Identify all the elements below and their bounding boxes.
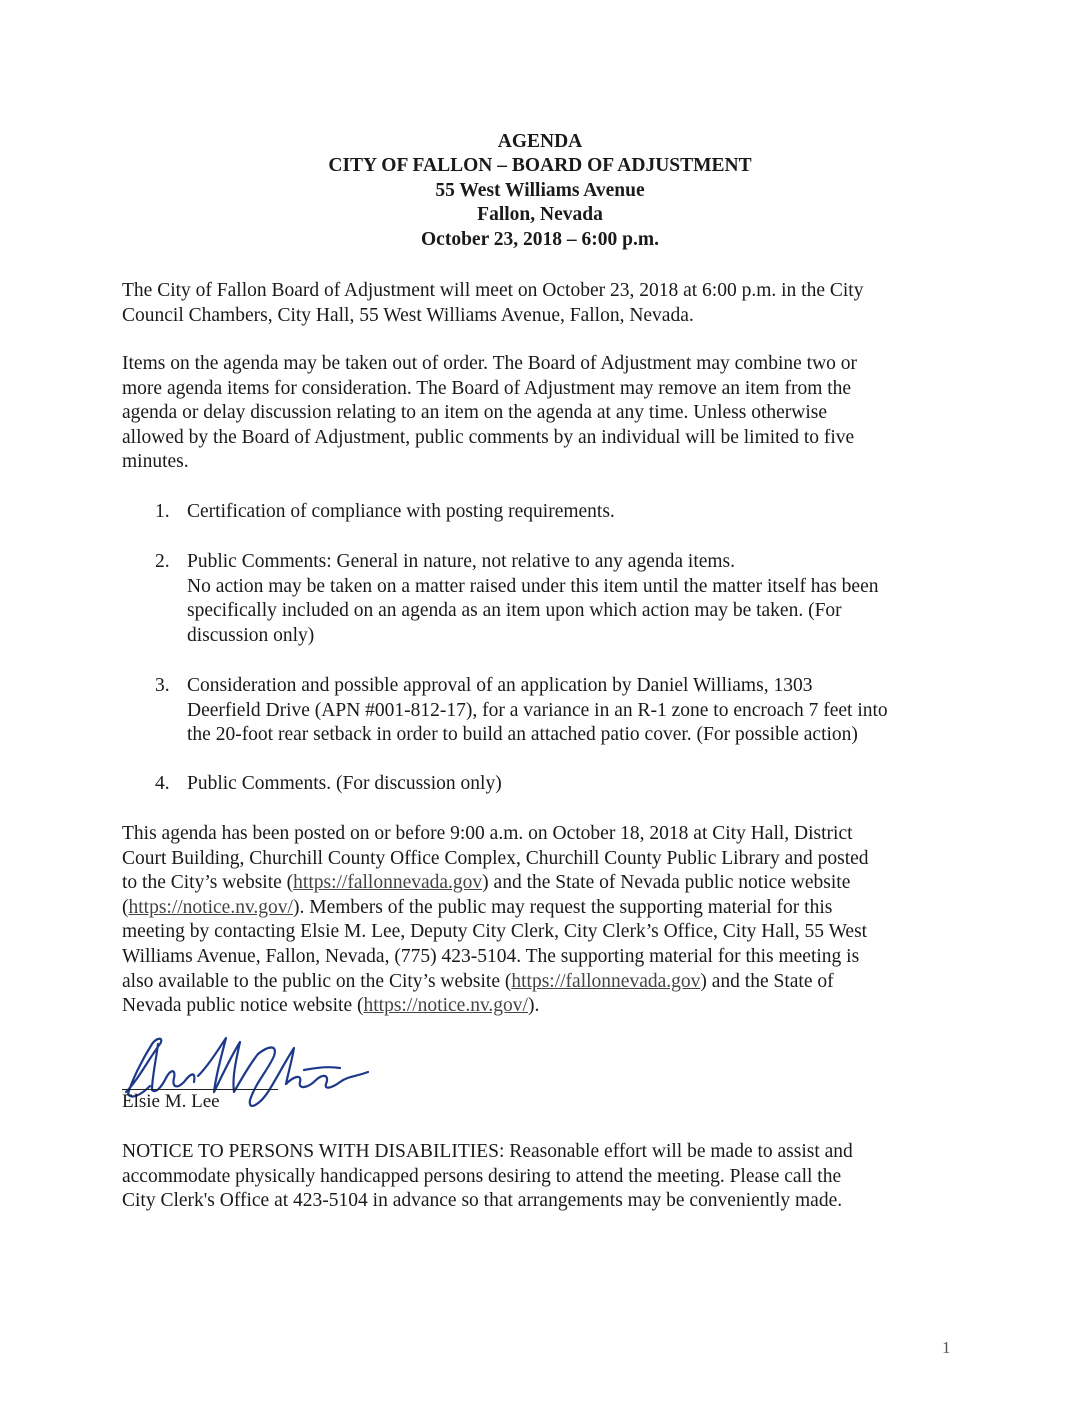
state-notice-link[interactable]: https://notice.nv.gov/ (363, 995, 528, 1017)
agenda-item-text: Certification of compliance with posting requirements. (187, 501, 615, 522)
intro-line: Council Chambers, City Hall, 55 West Williams Avenue, Fallon, Nevada. (122, 304, 694, 326)
posting-text: ). Members of the public may request the supporting material for this (292, 896, 833, 918)
posting-text: ) and the State of (700, 970, 834, 992)
posting-text: ). (527, 995, 540, 1017)
rules-line: allowed by the Board of Adjustment, public comments by an individual will be limited to five (122, 426, 855, 448)
rules-line: minutes. (122, 451, 189, 473)
intro-line: The City of Fallon Board of Adjustment will meet on October 23, 2018 at 6:00 p.m. in the City (122, 280, 864, 301)
posting-text: ) and the State of Nevada public notice website (482, 872, 851, 894)
header-address: 55 West Williams Avenue (435, 179, 645, 201)
signer-name: Elsie M. Lee (122, 1091, 220, 1112)
agenda-item-text: No action may be taken on a matter raised under this item until the matter itself has been (187, 575, 879, 597)
agenda-item-text: the 20-foot rear setback in order to build an attached patio cover. (For possible action) (187, 724, 858, 746)
intro-paragraph (122, 279, 952, 328)
rules-paragraph (122, 352, 952, 475)
posting-line: Court Building, Churchill County Office Complex, Churchill County Public Library and posted (122, 847, 869, 869)
posting-line (122, 994, 952, 1019)
posting-line (122, 970, 952, 995)
posting-line (122, 896, 952, 921)
agenda-item-text: Deerfield Drive (APN #001-812-17), for a variance in an R-1 zone to encroach 7 feet into (187, 699, 888, 721)
rules-line: more agenda items for consideration. The Board of Adjustment may remove an item from the (122, 377, 852, 399)
posting-line: Williams Avenue, Fallon, Nevada, (775) 423-5104. The supporting material for this meeting is (122, 945, 860, 967)
header-date: October 23, 2018 – 6:00 p.m. (421, 228, 659, 250)
notice-line: City Clerk's Office at 423-5104 in advance so that arrangements may be conveniently made. (122, 1190, 843, 1212)
city-website-link[interactable]: https://fallonnevada.gov (511, 970, 701, 992)
agenda-item-text: Public Comments. (For discussion only) (187, 773, 502, 794)
agenda-item-text: specifically included on an agenda as an item upon which action may be taken. (For (187, 600, 842, 622)
agenda-item-text: Consideration and possible approval of an application by Daniel Williams, 1303 (187, 675, 813, 696)
notice-line: NOTICE TO PERSONS WITH DISABILITIES: Reasonable effort will be made to assist and (122, 1141, 853, 1162)
state-notice-link[interactable]: https://notice.nv.gov/ (128, 896, 293, 918)
agenda-item-number: 3. (155, 675, 170, 696)
posting-text: ( (122, 896, 129, 918)
rules-line: Items on the agenda may be taken out of order. The Board of Adjustment may combine two or (122, 353, 858, 374)
posting-text: to the City’s website ( (122, 872, 294, 894)
posting-line: meeting by contacting Elsie M. Lee, Deputy City Clerk, City Clerk’s Office, City Hall, 55 West (122, 921, 868, 943)
posting-line: This agenda has been posted on or before 9:00 a.m. on October 18, 2018 at City Hall, District (122, 823, 853, 844)
signature-line (122, 1089, 278, 1090)
agenda-item-text: Public Comments: General in nature, not relative to any agenda items. (187, 551, 736, 572)
agenda-item-number: 2. (155, 551, 170, 572)
agenda-item-text: discussion only) (187, 624, 315, 646)
agenda-item-number: 4. (155, 773, 170, 794)
posting-text: Nevada public notice website ( (122, 995, 364, 1017)
header-city: Fallon, Nevada (477, 204, 603, 226)
posting-line (122, 871, 952, 896)
notice-line: accommodate physically handicapped persons desiring to attend the meeting. Please call the (122, 1165, 842, 1187)
posting-text: also available to the public on the City’s website ( (122, 970, 512, 992)
rules-line: agenda or delay discussion relating to an item on the agenda at any time. Unless otherwise (122, 402, 828, 424)
agenda-item-number: 1. (155, 501, 170, 522)
header-title: AGENDA (497, 131, 583, 152)
header-board: CITY OF FALLON – BOARD OF ADJUSTMENT (328, 155, 752, 177)
agenda-header (0, 130, 1080, 252)
page-number: 1 (942, 1338, 951, 1357)
posting-paragraph (122, 822, 952, 1019)
disability-notice (122, 1140, 952, 1214)
city-website-link[interactable]: https://fallonnevada.gov (293, 872, 483, 894)
